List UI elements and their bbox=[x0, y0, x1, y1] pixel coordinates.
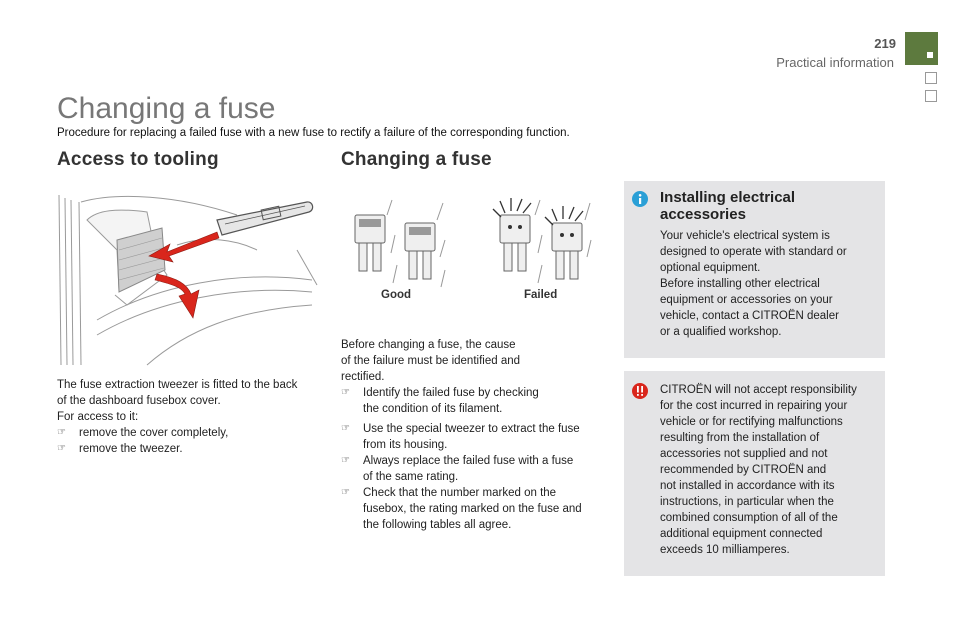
access-bullet: ☞ remove the cover completely, bbox=[57, 427, 229, 439]
changing-bullet: ☞ Use the special tweezer to extract the fuse from its housing. bbox=[341, 423, 580, 451]
warning-text: for the cost incurred in repairing your bbox=[660, 400, 848, 412]
info-title: Installing electrical bbox=[660, 189, 796, 206]
access-text: The fuse extraction tweezer is fitted to the back bbox=[57, 379, 298, 391]
changing-intro: Before changing a fuse, the cause bbox=[341, 339, 516, 351]
warning-text: instructions, in particular when the bbox=[660, 496, 834, 508]
tab-dot bbox=[927, 52, 933, 58]
bullet-icon: ☞ bbox=[341, 487, 350, 498]
warning-text: combined consumption of all of the bbox=[660, 512, 838, 524]
info-text: designed to operate with standard or bbox=[660, 246, 847, 258]
bullet-icon: ☞ bbox=[341, 455, 350, 466]
bullet-icon: ☞ bbox=[57, 427, 66, 438]
changing-bullet: ☞ Always replace the failed fuse with a fuse of the same rating. bbox=[341, 455, 574, 483]
bullet-icon: ☞ bbox=[341, 423, 350, 434]
warning-text: exceeds 10 milliamperes. bbox=[660, 544, 790, 556]
bullet-icon: ☞ bbox=[341, 387, 350, 398]
warning-box bbox=[624, 371, 885, 576]
chapter-tab[interactable] bbox=[925, 90, 937, 102]
info-title: accessories bbox=[660, 206, 746, 223]
fuse-illustration bbox=[345, 195, 595, 290]
warning-text: not installed in accordance with its bbox=[660, 480, 835, 492]
page-title: Changing a fuse bbox=[57, 92, 276, 125]
info-text: or a qualified workshop. bbox=[660, 326, 782, 338]
changing-intro: rectified. bbox=[341, 371, 385, 383]
access-text: of the dashboard fusebox cover. bbox=[57, 395, 221, 407]
chapter-tab-active[interactable] bbox=[905, 32, 938, 65]
chapter-title: Practical information bbox=[776, 55, 894, 70]
page-intro: Procedure for replacing a failed fuse with a new fuse to rectify a failure of the corresponding function. bbox=[57, 127, 570, 139]
info-text: Your vehicle's electrical system is bbox=[660, 230, 830, 242]
warning-text: accessories not supplied and not bbox=[660, 448, 828, 460]
changing-heading: Changing a fuse bbox=[341, 149, 492, 170]
warning-text: resulting from the installation of bbox=[660, 432, 820, 444]
bullet-icon: ☞ bbox=[57, 443, 66, 454]
page-number: 219 bbox=[874, 36, 896, 51]
changing-bullet: ☞ Identify the failed fuse by checking the condition of its filament. bbox=[341, 387, 539, 415]
warning-text: CITROËN will not accept responsibility bbox=[660, 384, 857, 396]
changing-intro: of the failure must be identified and bbox=[341, 355, 521, 367]
changing-bullet: ☞ Check that the number marked on the fusebox, the rating marked on the fuse and the following tables all agree. bbox=[341, 487, 582, 531]
info-text: equipment or accessories on your bbox=[660, 294, 833, 306]
info-box bbox=[624, 181, 885, 358]
info-text: optional equipment. bbox=[660, 262, 761, 274]
warning-text: additional equipment connected bbox=[660, 528, 823, 540]
good-fuse-label: Good bbox=[381, 289, 412, 301]
access-text: For access to it: bbox=[57, 411, 139, 423]
access-heading: Access to tooling bbox=[57, 149, 219, 170]
dashboard-illustration bbox=[57, 190, 319, 368]
warning-text: vehicle or for rectifying malfunctions bbox=[660, 416, 843, 428]
chapter-tab[interactable] bbox=[925, 72, 937, 84]
info-text: Before installing other electrical bbox=[660, 278, 820, 290]
info-text: vehicle, contact a CITROËN dealer bbox=[660, 310, 839, 322]
failed-fuse-label: Failed bbox=[524, 289, 558, 301]
access-bullet: ☞ remove the tweezer. bbox=[57, 443, 183, 455]
info-icon bbox=[632, 191, 648, 207]
warning-text: recommended by CITROËN and bbox=[660, 464, 827, 476]
warning-icon bbox=[632, 383, 648, 399]
